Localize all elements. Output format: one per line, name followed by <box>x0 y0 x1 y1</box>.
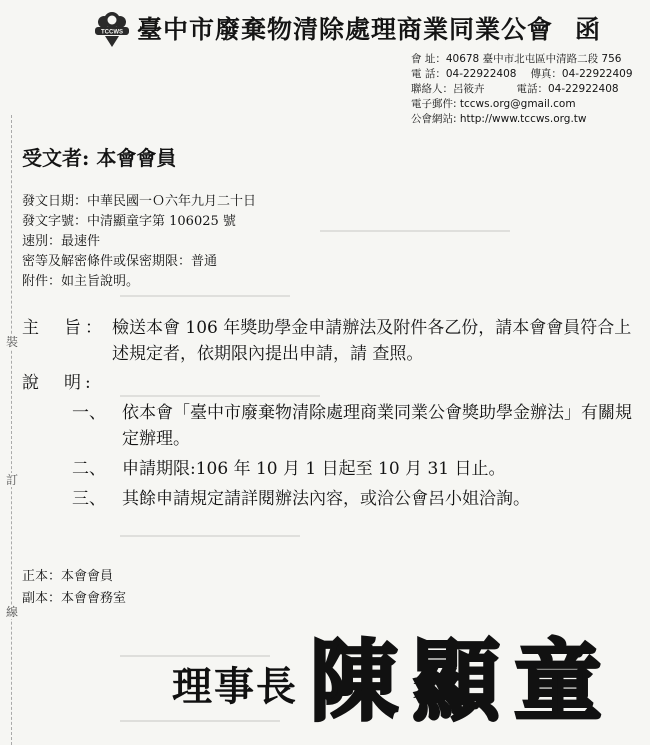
meta-block <box>22 192 256 292</box>
org-logo <box>92 6 132 48</box>
list-item <box>22 400 642 452</box>
signature-name: 陳顯童 <box>310 629 617 733</box>
subject-section <box>22 315 642 367</box>
list-item <box>22 486 642 512</box>
binding-mark: 裝 <box>6 335 19 349</box>
document-number: 發文字號：中清顯童字第 106025 號 <box>22 214 236 229</box>
contact-phone: 電話：04-22922408 <box>516 83 619 95</box>
address: 會 址：40678 臺中市北屯區中清路二段 756 <box>411 53 622 65</box>
phone-fax-line <box>411 67 647 82</box>
contact-block <box>411 52 647 127</box>
contact-person-line <box>411 82 647 97</box>
recipient: 受文者: 本會會員 <box>22 146 177 170</box>
contact-person: 聯絡人：呂筱卉 <box>411 83 485 95</box>
list-item <box>22 456 642 482</box>
copies-block <box>22 566 126 610</box>
doc-type: 函 <box>575 15 602 44</box>
urgency: 速別：最速件 <box>22 234 101 249</box>
logo-text: TCCWS <box>101 29 123 36</box>
item-text: 其餘申請規定請詳閱辦法內容，或洽公會呂小姐洽詢。 <box>122 489 530 509</box>
item-text: 依本會「臺中市廢棄物清除處理商業同業公會獎助學金辦法」有關規定辦理。 <box>122 403 632 449</box>
issue-date: 發文日期：中華民國一Ｏ六年九月二十日 <box>22 194 257 209</box>
security-level: 密等及解密條件或保密期限：普通 <box>22 254 218 269</box>
subject-label: 主 旨： <box>22 318 106 338</box>
item-text: 申請期限:106 年 10 月 1 日起至 10 月 31 日止。 <box>122 459 506 479</box>
signature-title: 理事長 <box>172 663 298 710</box>
binding-line <box>6 115 20 745</box>
subject-text: 檢送本會 106 年獎助學金申請辦法及附件各乙份，請本會會員符合上述規定者，依期限內提出申請，請 查照。 <box>112 318 632 364</box>
explanation-section <box>22 370 642 512</box>
org-name: 臺中市廢棄物清除處理商業同業公會 <box>137 15 554 44</box>
item-number: 三、 <box>72 489 106 509</box>
chairman-signature <box>162 612 632 742</box>
original-copy: 正本：本會會員 <box>22 569 114 584</box>
letterhead-title <box>137 10 601 46</box>
binding-mark: 線 <box>6 605 19 619</box>
duplicate-copy: 副本：本會會務室 <box>22 591 127 606</box>
binding-mark: 訂 <box>6 473 19 487</box>
website: 公會網站: http://www.tccws.org.tw <box>411 113 587 125</box>
phone: 電 話：04-22922408 <box>411 68 517 80</box>
fax: 傳真：04-22922409 <box>530 68 633 80</box>
explanation-label: 說 明: <box>22 373 95 393</box>
item-number: 二、 <box>72 459 106 479</box>
email: 電子郵件: tccws.org@gmail.com <box>411 98 576 110</box>
item-number: 一、 <box>72 403 106 423</box>
attachment: 附件：如主旨說明。 <box>22 274 140 289</box>
binding-dash <box>11 115 12 745</box>
